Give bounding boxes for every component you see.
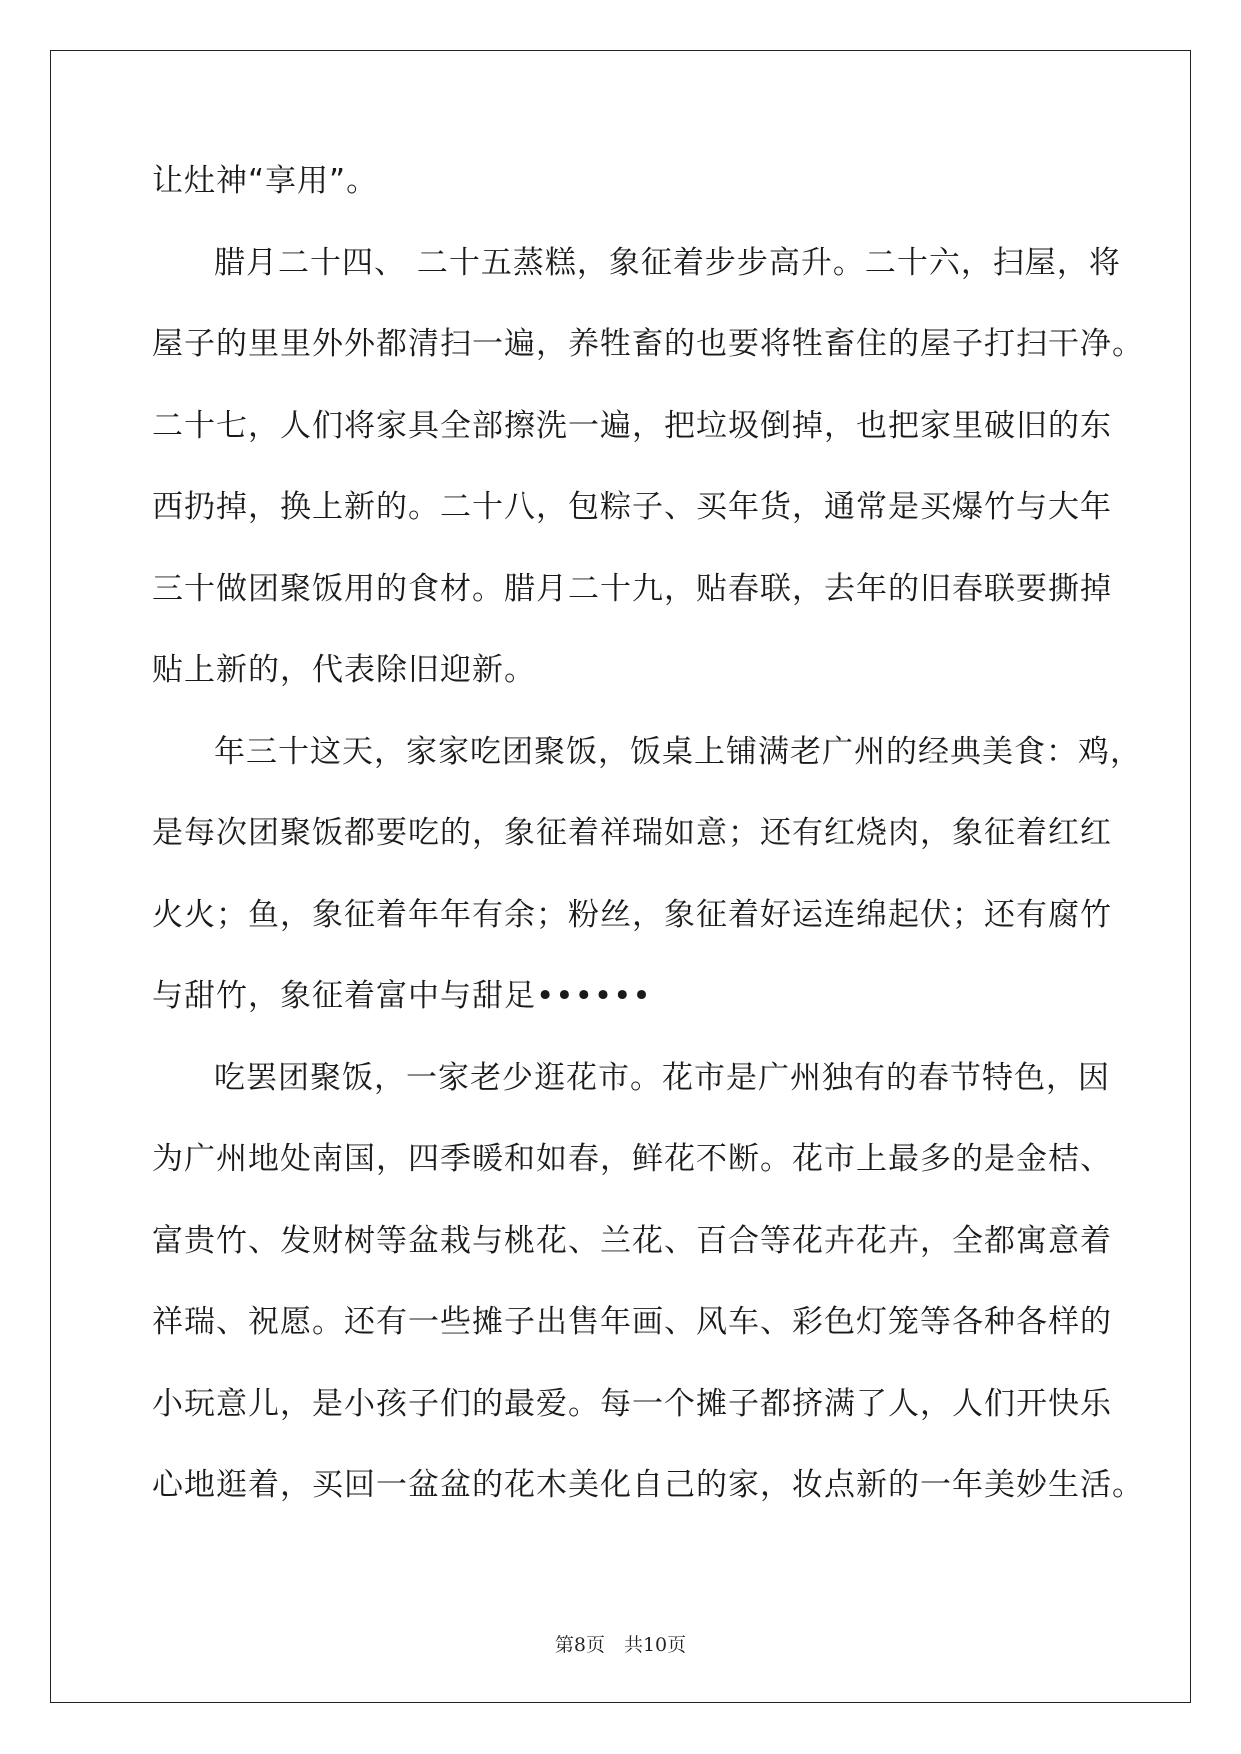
text-line: 心地逛着，买回一盆盆的花木美化自己的家，妆点新的一年美妙生活。 — [152, 1467, 1144, 1503]
page-number: 第8页 共10页 — [554, 1634, 687, 1656]
text-line: 三十做团聚饭用的食材。腊月二十九，贴春联，去年的旧春联要撕掉 — [152, 570, 1112, 607]
text-line: 腊月二十四、 二十五蒸糕，象征着步步高升。二十六，扫屋，将 — [214, 244, 1121, 281]
text-line: 西扔掉，换上新的。二十八，包粽子、买年货，通常是买爆竹与大年 — [152, 489, 1112, 525]
text-line: 火火；鱼，象征着年年有余；粉丝，象征着好运连绵起伏；还有腐竹 — [152, 896, 1112, 933]
text-line: 是每次团聚饭都要吃的，象征着祥瑞如意；还有红烧肉，象征着红红 — [152, 815, 1112, 851]
text-line: 为广州地处南国，四季暖和如春，鲜花不断。花市上最多的是金桔、 — [152, 1141, 1112, 1177]
text-line: 富贵竹、发财树等盆栽与桃花、兰花、百合等花卉花卉，全都寓意着 — [152, 1222, 1112, 1259]
text-line: 贴上新的，代表除旧迎新。 — [152, 652, 536, 688]
text-line: 与甜竹，象征着富中与甜足•••••• — [152, 978, 652, 1014]
text-line: 二十七，人们将家具全部擦洗一遍，把垃圾倒掉，也把家里破旧的东 — [152, 407, 1112, 444]
document-body — [152, 163, 1144, 1551]
text-line: 年三十这天，家家吃团聚饭，饭桌上铺满老广州的经典美食：鸡， — [214, 733, 1142, 770]
text-line: 屋子的里里外外都清扫一遍，养牲畜的也要将牲畜住的屋子打扫干净。 — [152, 326, 1144, 362]
text-line: 吃罢团聚饭，一家老少逛花市。花市是广州独有的春节特色，因 — [214, 1059, 1110, 1096]
text-line: 让灶神“享用”。 — [152, 163, 379, 199]
text-line: 小玩意儿，是小孩子们的最爱。每一个摊子都挤满了人，人们开快乐 — [152, 1385, 1112, 1422]
text-line: 祥瑞、祝愿。还有一些摊子出售年画、风车、彩色灯笼等各种各样的 — [152, 1304, 1112, 1340]
